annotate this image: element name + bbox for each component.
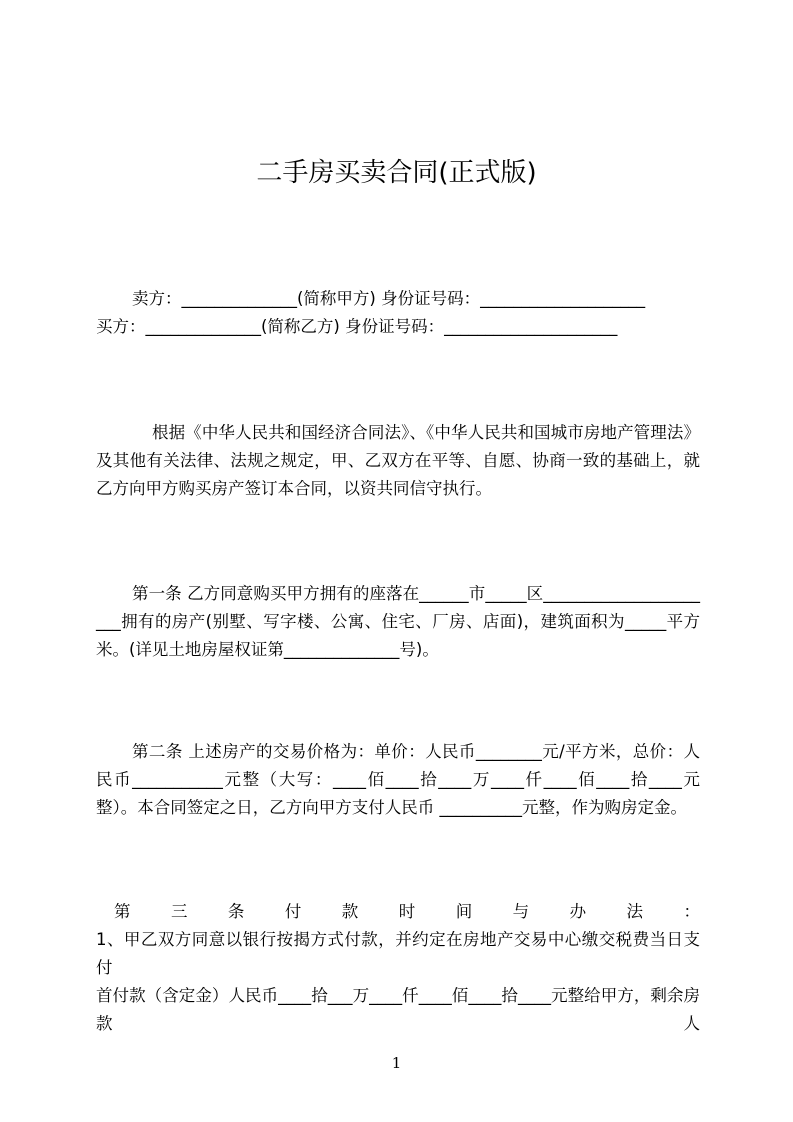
parties-block [96,285,700,341]
article-3-item1-line3 [96,1010,700,1038]
article-1-paragraph: 第一条 乙方同意购买甲方拥有的座落在______市_____区______________________拥有的房产(别墅、写字楼、公寓、住宅、厂房、店面)，建筑面积为_____平方米。(详见土地房屋权证第______________号)。 [96,584,700,659]
page-number: 1 [391,1054,402,1072]
legal-basis-paragraph: 根据《中华人民共和国经济合同法》、《中华人民共和国城市房地产管理法》及其他有关法律、法规之规定，甲、乙双方在平等、自愿、协商一致的基础上，就乙方向甲方购买房产签订本合同，以资共同信守执行。 [96,423,700,498]
seller-line: 卖方：______________(简称甲方) 身份证号码：____________________ [132,289,646,308]
page-title: 二手房买卖合同(正式版) [256,158,537,189]
article-3-block [96,898,700,1038]
buyer-line: 买方：______________(简称乙方) 身份证号码：_____________________ [96,317,618,336]
article-3-line3-left: 款 [96,1014,113,1033]
article-2-paragraph: 第二条 上述房产的交易价格为：单价：人民币________元/平方米，总价：人民币___________元整（大写：____佰____拾____万____仟____佰____拾____元整）。本合同签定之日，乙方向甲方支付人民币 __________元整，作为购房定金。 [96,742,700,817]
article-3-item1-line1: 1、甲乙双方同意以银行按揭方式付款，并约定在房地产交易中心缴交税费当日支付 [96,930,700,977]
article-3-item1-line2: 首付款（含定金）人民币____拾___万____仟____佰____拾____元整给甲方，剩余房 [96,986,700,1005]
article-3-line3-right: 人 [683,1014,700,1033]
article-3-heading: 第 三 条 付 款 时 间 与 办 法 ： [114,902,700,921]
